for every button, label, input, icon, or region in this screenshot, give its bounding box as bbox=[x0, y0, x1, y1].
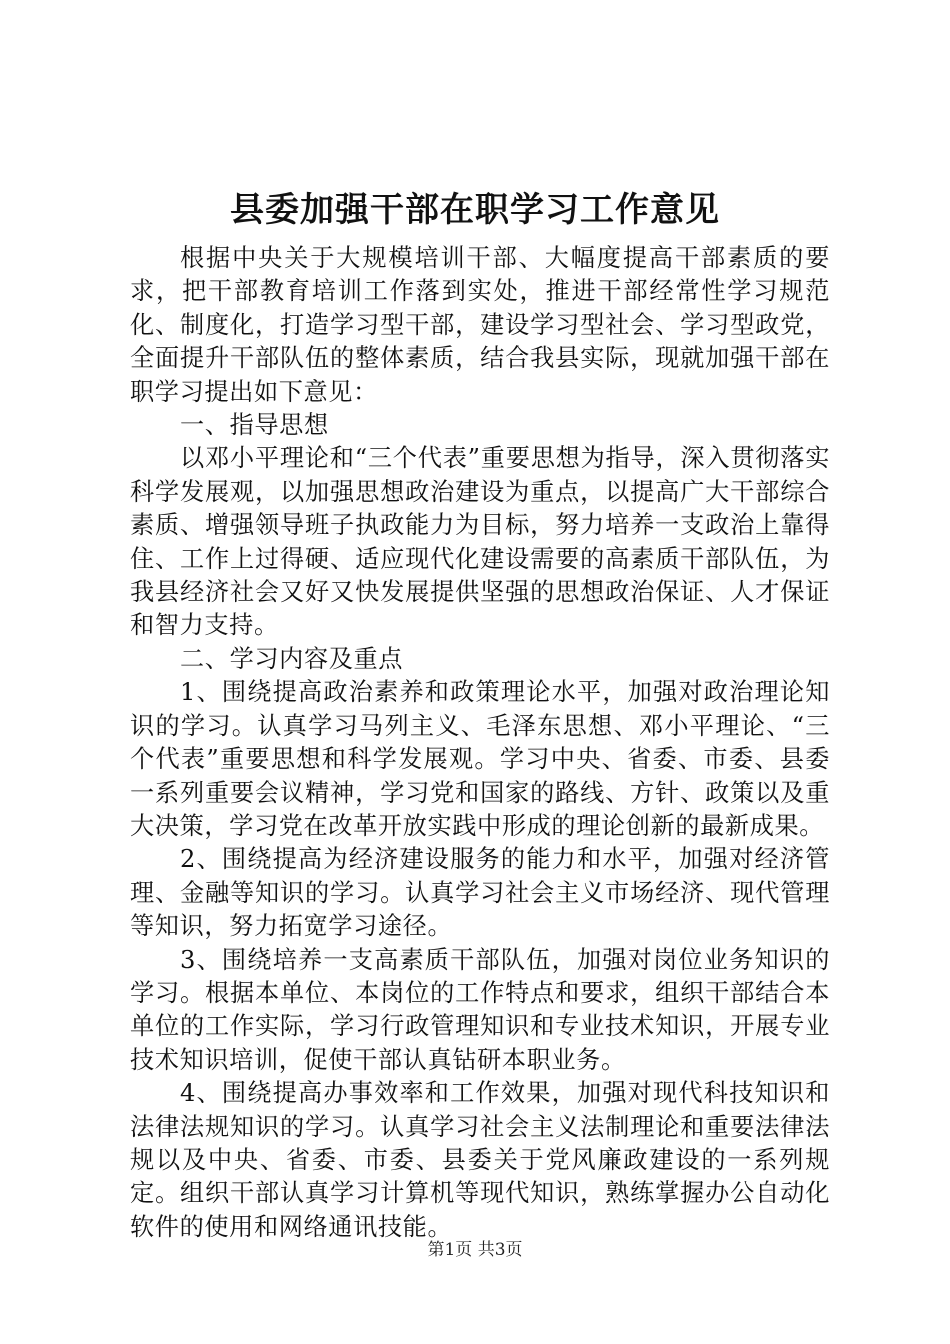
paragraph-item-3: 3、围绕培养一支高素质干部队伍，加强对岗位业务知识的学习。根据本单位、本岗位的工作特点和要求，组织干部结合本单位的工作实际，学习行政管理知识和专业技术知识，开展专业技术知识培训，促使干部认真钻研本职业务。 bbox=[130, 945, 830, 1074]
section-heading-guiding-ideology: 一、指导思想 bbox=[180, 411, 329, 440]
paragraph-guiding-ideology: 以邓小平理论和“三个代表”重要思想为指导，深入贯彻落实科学发展观，以加强思想政治建设为重点，以提高广大干部综合素质、增强领导班子执政能力为目标，努力培养一支政治上靠得住、工作上过得硬、适应现代化建设需要的高素质干部队伍，为我县经济社会又好又快发展提供坚强的思想政治保证、人才保证和智力支持。 bbox=[130, 444, 830, 640]
paragraph-item-2: 2、围绕提高为经济建设服务的能力和水平，加强对经济管理、金融等知识的学习。认真学习社会主义市场经济、现代管理等知识，努力拓宽学习途径。 bbox=[130, 845, 830, 941]
document-body bbox=[130, 242, 830, 1244]
page-number-footer: 第1页 共3页 bbox=[427, 1240, 523, 1260]
paragraph-item-1: 1、围绕提高政治素养和政策理论水平，加强对政治理论知识的学习。认真学习马列主义、毛泽东思想、邓小平理论、“三个代表”重要思想和科学发展观。学习中央、省委、市委、县委一系列重要会议精神，学习党和国家的路线、方针、政策以及重大决策，学习党在改革开放实践中形成的理论创新的最新成果。 bbox=[130, 678, 830, 840]
paragraph-intro: 根据中央关于大规模培训干部、大幅度提高干部素质的要求，把干部教育培训工作落到实处，推进干部经常性学习规范化、制度化，打造学习型干部，建设学习型社会、学习型政党，全面提升干部队伍的整体素质，结合我县实际，现就加强干部在职学习提出如下意见： bbox=[130, 244, 830, 406]
document-title: 县委加强干部在职学习工作意见 bbox=[230, 190, 720, 230]
paragraph-item-4: 4、围绕提高办事效率和工作效果，加强对现代科技知识和法律法规知识的学习。认真学习社会主义法制理论和重要法律法规以及中央、省委、市委、县委关于党风廉政建设的一系列规定。组织干部认真学习计算机等现代知识，熟练掌握办公自动化软件的使用和网络通讯技能。 bbox=[130, 1079, 830, 1241]
section-heading-study-content: 二、学习内容及重点 bbox=[180, 644, 404, 673]
